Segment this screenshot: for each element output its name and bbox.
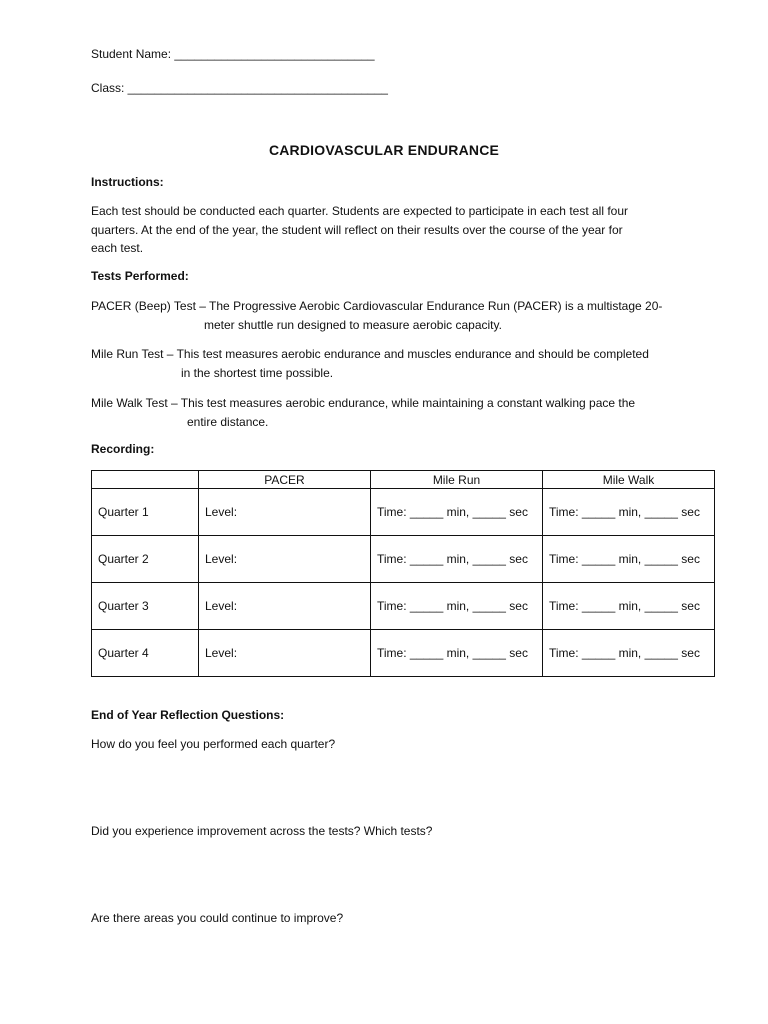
- mile-run-time-cell[interactable]: Time: _____ min, _____ sec: [371, 630, 543, 677]
- mile-run-time-cell[interactable]: Time: _____ min, _____ sec: [371, 536, 543, 583]
- mile-run-line: Mile Run Test – This test measures aerobic endurance and muscles endurance and should be completed: [91, 347, 649, 361]
- mile-walk-time-cell[interactable]: Time: _____ min, _____ sec: [543, 583, 715, 630]
- quarter-label: Quarter 3: [92, 583, 199, 630]
- table-header-row: [92, 471, 715, 489]
- mile-walk-test-description: [91, 394, 691, 432]
- pacer-level-cell[interactable]: Level:: [199, 630, 371, 677]
- instructions-line: Each test should be conducted each quarter. Students are expected to participate in each test all four: [91, 204, 629, 218]
- mile-walk-time-cell[interactable]: Time: _____ min, _____ sec: [543, 536, 715, 583]
- table-row: [92, 583, 715, 630]
- table-row: [92, 536, 715, 583]
- mile-run-time-cell[interactable]: Time: _____ min, _____ sec: [371, 489, 543, 536]
- mile-walk-time-cell[interactable]: Time: _____ min, _____ sec: [543, 630, 715, 677]
- quarter-label: Quarter 2: [92, 536, 199, 583]
- column-header-mile-walk: Mile Walk: [543, 471, 715, 489]
- mile-walk-line: Mile Walk Test – This test measures aerobic endurance, while maintaining a constant walking pace the: [91, 396, 636, 410]
- instructions-text: [91, 202, 691, 258]
- quarter-label: Quarter 4: [92, 630, 199, 677]
- instructions-line: quarters. At the end of the year, the student will reflect on their results over the course of the year for: [91, 222, 623, 237]
- tests-heading: Tests Performed:: [91, 269, 189, 283]
- table-row: [92, 489, 715, 536]
- reflection-question-3: Are there areas you could continue to improve?: [91, 911, 344, 925]
- column-header-mile-run: Mile Run: [371, 471, 543, 489]
- reflection-question-1: How do you feel you performed each quarter?: [91, 737, 336, 751]
- student-name-field[interactable]: Student Name: ______________________________: [91, 47, 375, 61]
- quarter-label: Quarter 1: [92, 489, 199, 536]
- page-title: CARDIOVASCULAR ENDURANCE: [268, 142, 500, 158]
- pacer-level-cell[interactable]: Level:: [199, 583, 371, 630]
- mile-run-line: in the shortest time possible.: [181, 366, 334, 380]
- mile-walk-time-cell[interactable]: Time: _____ min, _____ sec: [543, 489, 715, 536]
- reflection-heading: End of Year Reflection Questions:: [91, 708, 285, 722]
- pacer-line: PACER (Beep) Test – The Progressive Aerobic Cardiovascular Endurance Run (PACER) is a multistage 20-: [91, 299, 663, 313]
- recording-table: [91, 470, 715, 677]
- pacer-level-cell[interactable]: Level:: [199, 489, 371, 536]
- instructions-heading: Instructions:: [91, 175, 164, 189]
- class-field[interactable]: Class: _______________________________________: [91, 81, 388, 95]
- reflection-question-2: Did you experience improvement across the tests? Which tests?: [91, 824, 433, 838]
- pacer-line: meter shuttle run designed to measure aerobic capacity.: [204, 318, 502, 332]
- pacer-level-cell[interactable]: Level:: [199, 536, 371, 583]
- column-header-pacer: PACER: [199, 471, 371, 489]
- pacer-test-description: [91, 297, 691, 335]
- recording-heading: Recording:: [91, 442, 155, 456]
- table-row: [92, 630, 715, 677]
- mile-run-time-cell[interactable]: Time: _____ min, _____ sec: [371, 583, 543, 630]
- column-header-blank: [92, 471, 199, 489]
- mile-walk-line: entire distance.: [187, 415, 269, 429]
- instructions-line: each test.: [91, 241, 144, 255]
- mile-run-test-description: [91, 345, 691, 383]
